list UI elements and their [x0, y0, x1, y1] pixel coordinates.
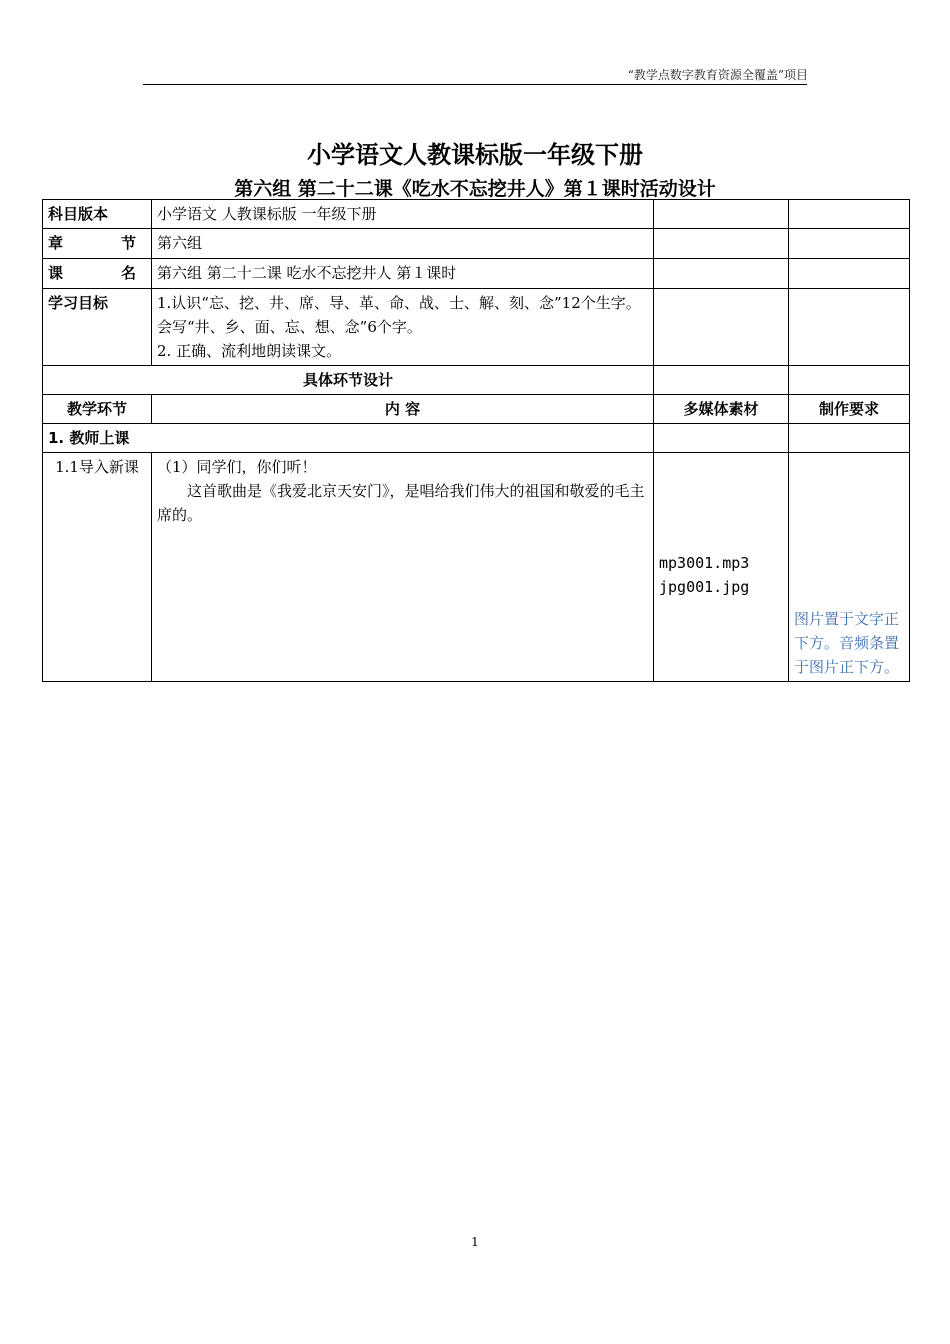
label-lesson-name — [43, 259, 152, 289]
lesson-plan-table — [42, 199, 910, 682]
section-1-title: 1. 教师上课 — [43, 424, 654, 453]
table-row — [43, 229, 910, 259]
empty-cell — [789, 229, 910, 259]
value-chapter: 第六组 — [152, 229, 654, 259]
label-learning-goals: 学习目标 — [43, 289, 152, 366]
step-content — [152, 453, 654, 682]
media-spacer — [659, 455, 783, 551]
content-line-2: 这首歌曲是《我爱北京天安门》，是唱给我们伟大的祖国和敬爱的毛主席的。 — [157, 482, 645, 524]
media-file-1: mp3001.mp3 — [659, 554, 750, 572]
table-row — [43, 453, 910, 682]
label-lesson-b: 名 — [120, 264, 136, 282]
goal-item-2: 2. 正确、流利地朗读课文。 — [157, 342, 342, 360]
col-header-stage: 教学环节 — [43, 395, 152, 424]
table-row — [43, 200, 910, 229]
header-note: “教学点数字教育资源全覆盖”项目 — [627, 68, 808, 82]
label-lesson-a: 课 — [48, 264, 64, 282]
document-subtitle: 第六组 第二十二课《吃水不忘挖井人》第１课时活动设计 — [234, 178, 716, 200]
page-number: 1 — [471, 1235, 479, 1249]
media-file-2: jpg001.jpg — [659, 578, 750, 596]
empty-cell — [789, 259, 910, 289]
value-lesson-name: 第六组 第二十二课 吃水不忘挖井人 第１课时 — [152, 259, 654, 289]
table-row — [43, 289, 910, 366]
header-rule — [143, 84, 807, 85]
empty-cell — [789, 366, 910, 395]
empty-cell — [654, 366, 789, 395]
table-row — [43, 424, 910, 453]
table-row — [43, 259, 910, 289]
label-subject-version: 科目版本 — [43, 200, 152, 229]
empty-cell — [654, 289, 789, 366]
empty-cell — [654, 200, 789, 229]
label-chapter-a: 章 — [48, 234, 64, 252]
table-row — [43, 366, 910, 395]
col-header-content: 内 容 — [152, 395, 654, 424]
empty-cell — [789, 424, 910, 453]
value-subject-version: 小学语文 人教课标版 一年级下册 — [152, 200, 654, 229]
document-title: 小学语文人教课标版一年级下册 — [307, 141, 643, 169]
empty-cell — [654, 259, 789, 289]
empty-cell — [654, 229, 789, 259]
empty-cell — [789, 289, 910, 366]
label-chapter-b: 节 — [120, 234, 136, 252]
empty-cell — [789, 200, 910, 229]
value-learning-goals — [152, 289, 654, 366]
step-stage: 1.1导入新课 — [43, 453, 152, 682]
step-requirements: 图片置于文字正下方。音频条置于图片正下方。 — [789, 453, 910, 682]
table-header-row — [43, 395, 910, 424]
step-media — [654, 453, 789, 682]
section-heading: 具体环节设计 — [43, 366, 654, 395]
content-line-1: （1）同学们，你们听！ — [157, 458, 317, 476]
goal-item-1: 1.认识“忘、挖、井、席、导、革、命、战、士、解、刻、念”12个生字。会写“井、乡、面、忘、想、念”6个字。 — [157, 294, 641, 336]
empty-cell — [654, 424, 789, 453]
col-header-requirements: 制作要求 — [789, 395, 910, 424]
label-chapter — [43, 229, 152, 259]
col-header-media: 多媒体素材 — [654, 395, 789, 424]
